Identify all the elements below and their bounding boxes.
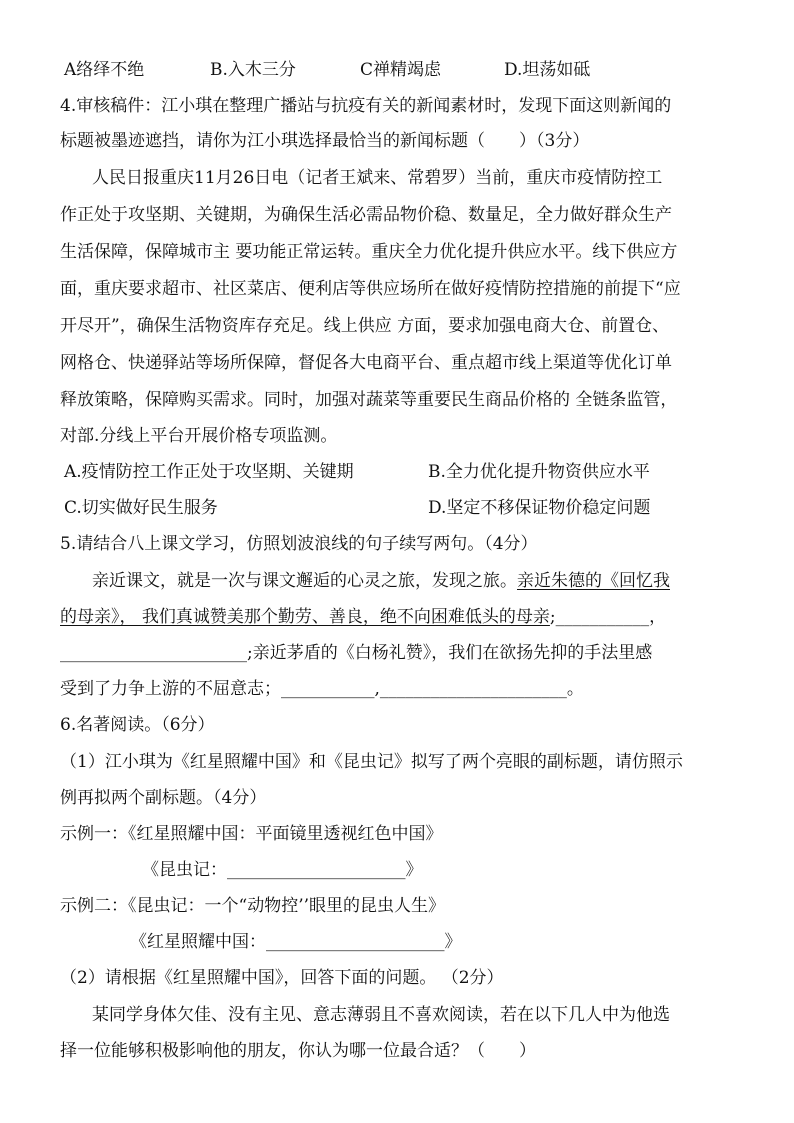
q6-sub1-line2: 例再拟两个副标题。（4分） — [60, 788, 267, 808]
q5-line1-text: 亲近课文，就是一次与课文邂逅的心灵之旅，发现之旅。 — [92, 571, 517, 591]
q6-sub2-text-line1: 某同学身体欠佳、没有主见、意志薄弱且不喜欢阅读，若在以下几人中为他选 — [92, 1005, 670, 1025]
q5-line1-wavy-underlined: 亲近朱德的《回忆我 — [517, 571, 670, 591]
q4-news-line: 面，重庆要求超市、社区菜店、便利店等供应场所在做好疫情防控措施的前提下“应 — [60, 279, 681, 299]
q3-option-a: A络绎不绝 — [64, 60, 145, 80]
q4-news-line: 人民日报重庆11月26日电（记者王斌来、常碧罗）当前，重庆市疫情防控工 — [92, 168, 663, 188]
q4-option-d: D.坚定不移保证物价稳定问题 — [428, 498, 651, 518]
q5-answer-blank-1-cont[interactable]: ______________________ — [60, 643, 247, 663]
q3-option-c: C禅精竭虑 — [360, 60, 442, 80]
q4-option-c: C.切实做好民生服务 — [64, 498, 218, 518]
q4-news-line: 开尽开”，确保生活物资库存充足。线上供应 方面，要求加强电商大仓、前置仓、 — [60, 316, 670, 336]
q4-news-line: 生活保障，保障城市主 要功能正常运转。重庆全力优化提升供应水平。线下供应方 — [60, 242, 678, 262]
q5-answer-blank-2[interactable]: ___________,______________________。 — [281, 679, 584, 699]
q6-example2: 示例二：《昆虫记：一个“动物控’’眼里的昆虫人生》 — [60, 896, 445, 916]
q3-option-b: B.入木三分 — [210, 60, 296, 80]
q5-stem: 5.请结合八上课文学习，仿照划波浪线的句子续写两句。（4分） — [60, 534, 538, 554]
q4-stem-line1: 4.审核稿件：江小琪在整理广播站与抗疫有关的新闻素材时，发现下面这则新闻的 — [60, 96, 672, 116]
q5-line3-text: ;亲近茅盾的《白杨礼赞》，我们在欲扬先抑的手法里感 — [247, 643, 653, 663]
q6-sub1-line1: （1）江小琪为《红星照耀中国》和《昆虫记》拟写了两个亮眼的副标题，请仿照示 — [60, 752, 683, 772]
q6-sub2: （2）请根据《红星照耀中国》，回答下面的问题。 （2分） — [60, 968, 504, 988]
q6-stem: 6.名著阅读。（6分） — [60, 715, 215, 735]
q5-answer-blank-1[interactable]: ;___________， — [549, 607, 667, 627]
q5-line3 — [60, 643, 750, 663]
q6-example2-answer[interactable]: 《红星照耀中国：_____________________》 — [130, 932, 462, 952]
q4-option-a: A.疫情防控工作正处于攻坚期、关键期 — [64, 462, 354, 482]
q3-option-d: D.坦荡如砥 — [504, 60, 591, 80]
q6-example1-answer[interactable]: 《昆虫记：_____________________》 — [142, 860, 423, 880]
q5-line2 — [60, 607, 750, 627]
q5-line4-text: 受到了力争上游的不屈意志； — [60, 679, 281, 699]
q5-line4 — [60, 679, 750, 699]
q4-news-line: 网格仓、快递驿站等场所保障，督促各大电商平台、重点超市线上渠道等优化订单 — [60, 353, 672, 373]
q5-line2-wavy-underlined: 的母亲》， 我们真诚赞美那个勤劳、善良，绝不向困难低头的母亲 — [60, 607, 550, 627]
q4-news-line: 释放策略，保障购买需求。同时，加强对蔬菜等重要民生商品价格的 全链条监管， — [60, 390, 678, 410]
q4-news-line: 作正处于攻坚期、关键期，为确保生活必需品物价稳、数量足，全力做好群众生产 — [60, 205, 672, 225]
q4-news-line: 对部.分线上平台开展价格专项监测。 — [60, 426, 338, 446]
q6-example1: 示例一：《红星照耀中国：平面镜里透视红色中国》 — [60, 824, 443, 844]
q4-stem-line2: 标题被墨迹遮挡，请你为江小琪选择最恰当的新闻标题（ ）（3分） — [60, 131, 590, 151]
q4-option-b: B.全力优化提升物资供应水平 — [428, 462, 650, 482]
q5-line1 — [92, 571, 782, 591]
q6-sub2-text-line2: 择一位能够积极影响他的朋友，你认为哪一位最合适？（ ） — [60, 1041, 536, 1061]
